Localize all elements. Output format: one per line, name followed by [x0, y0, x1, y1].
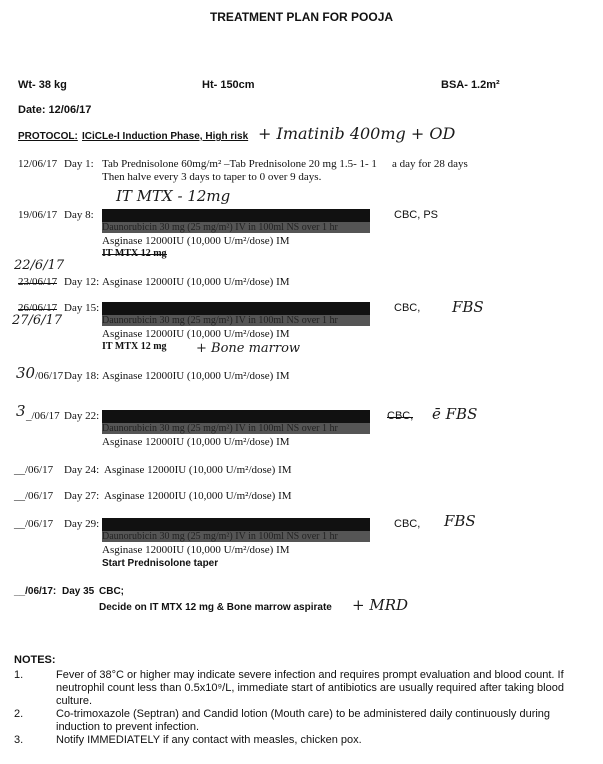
- day18-date: /06/17: [35, 370, 64, 382]
- day8-handwritten: IT MTX - 12mg: [116, 187, 231, 205]
- day22-right-handwritten: ē FBS: [432, 405, 478, 423]
- day29-taper: Start Prednisolone taper: [102, 558, 219, 569]
- day15-right-print: CBC,: [394, 302, 421, 314]
- note-1-text: Fever of 38°C or higher may indicate severe infection and requires prompt evaluation and blood count. If neutrophil count less than 0.5x10⁹/L, immediate start of antibiotics are usually required after taking blood culture.: [56, 669, 564, 707]
- day8-right: CBC, PS: [394, 209, 439, 221]
- day8-asparaginase: Asginase 12000IU (10,000 U/m²/dose) IM: [102, 235, 290, 247]
- day15-handwritten-date: 27/6/17: [12, 313, 63, 328]
- day27-label: Day 27:: [64, 490, 100, 502]
- bsa: BSA- 1.2m²: [441, 79, 500, 91]
- day15-asparaginase: Asginase 12000IU (10,000 U/m²/dose) IM: [102, 328, 290, 340]
- day15-date: 26/06/17: [18, 302, 58, 314]
- day18-hand-day: 30: [16, 364, 36, 382]
- note-3-text: Notify IMMEDIATELY if any contact with measles, chicken pox.: [56, 734, 362, 746]
- day27-text: Asginase 12000IU (10,000 U/m²/dose) IM: [104, 490, 292, 502]
- day35-label: Day 35: [62, 586, 95, 597]
- day1-label: Day 1:: [64, 158, 94, 170]
- redaction-bar: [102, 518, 370, 531]
- day8-dauno: Daunorubicin 30 mg (25 mg/m²) IV in 100ml NS over 1 hr: [102, 222, 370, 233]
- day15-right-handwritten: FBS: [452, 298, 484, 316]
- day1-date: 12/06/17: [18, 158, 58, 170]
- day35-handwritten: + MRD: [352, 596, 409, 614]
- day24-date: __/06/17: [14, 464, 54, 476]
- day8-itmtx: [102, 248, 167, 259]
- notes-heading: NOTES:: [14, 654, 56, 666]
- day8-date: 19/06/17: [18, 209, 58, 221]
- note-3-number: 3.: [14, 734, 24, 746]
- day22-hand-day: 3: [16, 402, 26, 420]
- day29-asparaginase: Asginase 12000IU (10,000 U/m²/dose) IM: [102, 544, 290, 556]
- day15-itmtx-handwritten: + Bone marrow: [196, 341, 301, 356]
- day22-asparaginase: Asginase 12000IU (10,000 U/m²/dose) IM: [102, 436, 290, 448]
- note-2-number: 2.: [14, 708, 24, 720]
- day27-date: __/06/17: [14, 490, 54, 502]
- day22-label: Day 22:: [64, 410, 100, 422]
- day22-date: _/06/17: [26, 410, 60, 422]
- day12-date-wrap: [18, 276, 57, 288]
- plan-date: Date: 12/06/17: [18, 104, 92, 116]
- day22-right-print-wrap: [387, 410, 413, 422]
- protocol-value: ICiCLe-I Induction Phase, High risk: [82, 131, 249, 142]
- day29-right-print: CBC,: [394, 518, 421, 530]
- day24-label: Day 24:: [64, 464, 100, 476]
- note-2-text: Co-trimoxazole (Septran) and Candid lotion (Mouth care) to be administered daily continuously during induction to prevent infection.: [56, 708, 551, 733]
- day18-label: Day 18:: [64, 370, 100, 382]
- day35-decide: Decide on IT MTX 12 mg & Bone marrow aspirate: [99, 602, 332, 613]
- day29-label: Day 29:: [64, 518, 100, 530]
- day35-cbc: CBC;: [99, 586, 124, 597]
- day22-right-print: CBC,: [387, 410, 414, 422]
- day12-handwritten-date: 22/6/17: [14, 258, 65, 273]
- day1-line2: Then halve every 3 days to taper to 0 over 9 days.: [102, 171, 322, 183]
- redaction-bar: [102, 209, 370, 222]
- protocol-label: PROTOCOL:: [18, 131, 78, 142]
- day8-itmtx-text: IT MTX 12 mg: [102, 248, 167, 259]
- day15-dauno: Daunorubicin 30 mg (25 mg/m²) IV in 100ml NS over 1 hr: [102, 315, 370, 326]
- day15-label: Day 15:: [64, 302, 100, 314]
- day1-line1b: a day for 28 days: [392, 158, 468, 170]
- day29-date: __/06/17: [14, 518, 54, 530]
- day12-date: 23/06/17: [18, 276, 58, 288]
- note-1-number: 1.: [14, 669, 24, 681]
- day29-right-handwritten: FBS: [444, 512, 476, 530]
- redaction-bar: [102, 410, 370, 423]
- day22-dauno: Daunorubicin 30 mg (25 mg/m²) IV in 100ml NS over 1 hr: [102, 423, 370, 434]
- day12-text: Asginase 12000IU (10,000 U/m²/dose) IM: [102, 276, 290, 288]
- day12-label: Day 12:: [64, 276, 100, 288]
- day1-line1: Tab Prednisolone 60mg/m² –Tab Prednisolone 20 mg 1.5- 1- 1: [102, 158, 377, 170]
- day8-label: Day 8:: [64, 209, 94, 221]
- day15-itmtx: IT MTX 12 mg: [102, 341, 167, 352]
- page-title: TREATMENT PLAN FOR POOJA: [209, 10, 394, 24]
- height: Ht- 150cm: [202, 79, 255, 91]
- day24-text: Asginase 12000IU (10,000 U/m²/dose) IM: [104, 464, 292, 476]
- weight: Wt- 38 kg: [18, 79, 67, 91]
- protocol-handwritten: + Imatinib 400mg + OD: [258, 124, 456, 143]
- day18-text: Asginase 12000IU (10,000 U/m²/dose) IM: [102, 370, 290, 382]
- day35-date: __/06/17:: [14, 586, 57, 597]
- redaction-bar: [102, 302, 370, 315]
- day29-dauno: Daunorubicin 30 mg (25 mg/m²) IV in 100ml NS over 1 hr: [102, 531, 370, 542]
